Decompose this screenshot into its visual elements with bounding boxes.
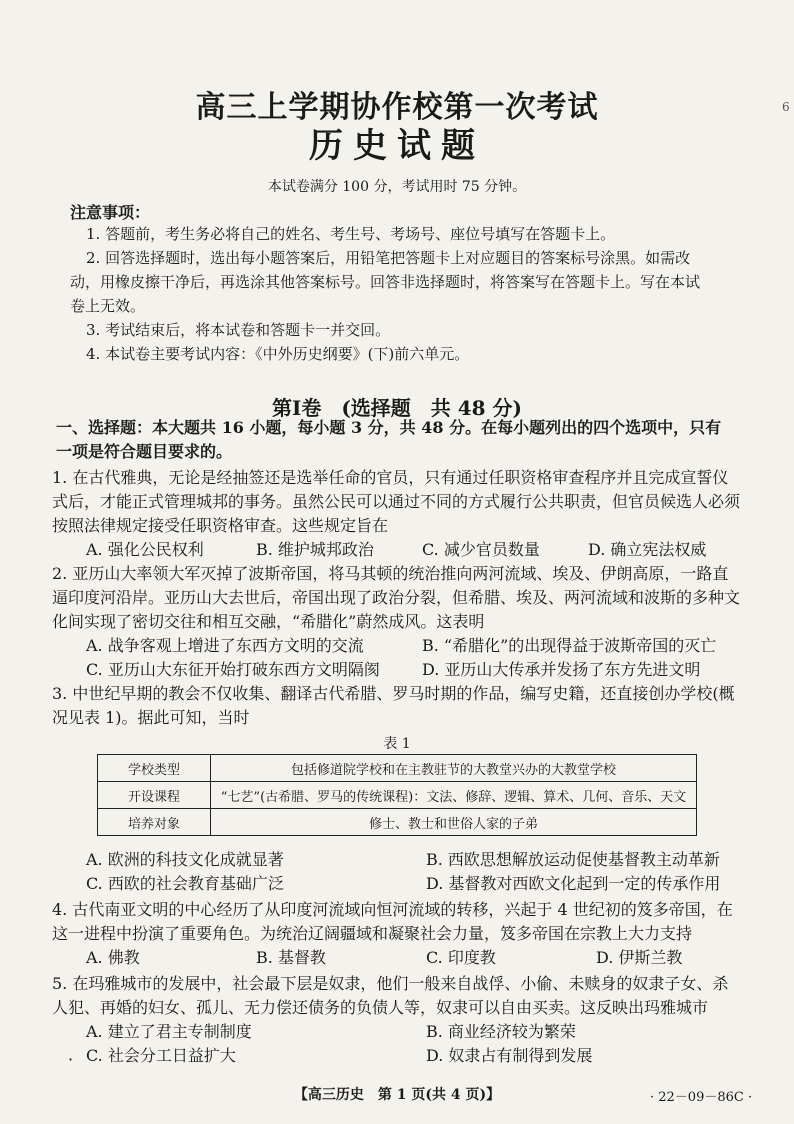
question-text: 4. 古代南亚文明的中心经历了从印度河流域向恒河流域的转移，兴起于 4 世纪初的笈多帝国，在这一进程中扮演了重要角色。为统治辽阔疆域和凝聚社会力量，笈多帝国在宗教上大力支持	[52, 900, 733, 943]
option-b[interactable]: B. “希腊化”的出现得益于波斯帝国的灭亡	[422, 636, 717, 655]
table-row	[98, 809, 697, 836]
option-c[interactable]: C. 减少官员数量	[422, 540, 540, 559]
option-b[interactable]: B. 商业经济较为繁荣	[426, 1022, 576, 1041]
question-5	[52, 972, 742, 1020]
question-text: 3. 中世纪早期的教会不仅收集、翻译古代希腊、罗马时期的作品，编写史籍，还直接创办学校(概况见表 1)。据此可知，当时	[52, 684, 735, 727]
question-options	[86, 538, 746, 562]
option-a[interactable]: A. 战争客观上增进了东西方文明的交流	[86, 636, 364, 655]
option-d[interactable]: D. 确立宪法权威	[588, 540, 707, 559]
question-options	[86, 634, 746, 682]
table-cell: 开设课程	[98, 782, 211, 809]
question-options	[86, 1020, 746, 1068]
option-d[interactable]: D. 伊斯兰教	[596, 948, 683, 967]
table-row	[98, 782, 697, 809]
option-a[interactable]: A. 欧洲的科技文化成就显著	[86, 850, 284, 869]
table-caption: 表 1	[383, 736, 411, 752]
question-text: 1. 在古代雅典，无论是经抽签还是选举任命的官员，只有通过任职资格审查程序并且完成宣誓仪式后，才能正式管理城邦的事务。虽然公民可以通过不同的方式履行公共职责，但官员候选人必须按照法律规定接受任职资格审查。这些规定旨在	[52, 468, 741, 535]
option-d[interactable]: D. 奴隶占有制得到发展	[426, 1046, 593, 1065]
question-2	[52, 562, 742, 634]
notice-item: 2. 回答选择题时，选出每小题答案后，用铅笔把答题卡上对应题目的答案标号涂黑。如需改动，用橡皮擦干净后，再选涂其他答案标号。回答非选择题时，将答案写在答题卡上。写在本试卷上无效。	[70, 249, 701, 315]
question-options	[86, 848, 746, 896]
notice-item: 1. 答题前，考生务必将自己的姓名、考生号、考场号、座位号填写在答题卡上。	[86, 225, 616, 243]
option-c[interactable]: C. 社会分工日益扩大	[86, 1046, 236, 1065]
option-b[interactable]: B. 基督教	[256, 948, 326, 967]
table-cell: “七艺”(古希腊、罗马的传统课程)：文法、修辞、逻辑、算术、几何、音乐、天文	[211, 782, 697, 809]
table-cell: 包括修道院学校和在主教驻节的大教堂兴办的大教堂学校	[211, 755, 697, 782]
exam-title: 高三上学期协作校第一次考试	[195, 90, 599, 125]
notice-title: 注意事项：	[70, 203, 151, 222]
option-a[interactable]: A. 建立了君主专制制度	[86, 1022, 252, 1041]
question-options	[86, 946, 746, 970]
page-footer: 【高三历史 第 1 页(共 4 页)】	[293, 1087, 501, 1103]
question-4	[52, 898, 742, 946]
option-d[interactable]: D. 亚历山大传承并发扬了东方先进文明	[422, 660, 701, 679]
option-c[interactable]: C. 亚历山大东征开始打破东西方文明隔阂	[86, 660, 380, 679]
table-row	[98, 755, 697, 782]
option-b[interactable]: B. 维护城邦政治	[256, 540, 374, 559]
question-3	[52, 682, 742, 730]
option-b[interactable]: B. 西欧思想解放运动促使基督教主动革新	[426, 850, 720, 869]
notice-item: 3. 考试结束后，将本试卷和答题卡一并交回。	[86, 321, 391, 339]
exam-intro: 本试卷满分 100 分，考试用时 75 分钟。	[267, 179, 527, 195]
table-cell: 修士、教士和世俗人家的子弟	[211, 809, 697, 836]
notice-item: 4. 本试卷主要考试内容：《中外历史纲要》(下)前六单元。	[86, 345, 470, 363]
table-cell: 学校类型	[98, 755, 211, 782]
margin-mark: ·	[68, 1050, 74, 1069]
paper-code: · 22－09－86C ·	[650, 1090, 753, 1105]
table-cell: 培养对象	[98, 809, 211, 836]
option-c[interactable]: C. 西欧的社会教育基础广泛	[86, 874, 284, 893]
exam-subtitle: 历史试题	[309, 126, 485, 166]
option-c[interactable]: C. 印度教	[426, 948, 496, 967]
section-title: 第Ⅰ卷 (选择题 共 48 分)	[271, 396, 523, 420]
question-text: 5. 在玛雅城市的发展中，社会最下层是奴隶，他们一般来自战俘、小偷、未赎身的奴隶子女、杀人犯、再婚的妇女、孤儿、无力偿还债务的负债人等，奴隶可以自由买卖。这反映出玛雅城市	[52, 974, 729, 1017]
option-d[interactable]: D. 基督教对西欧文化起到一定的传承作用	[426, 874, 721, 893]
option-a[interactable]: A. 强化公民权利	[86, 540, 204, 559]
section-instruction: 一、选择题：本大题共 16 小题，每小题 3 分，共 48 分。在每小题列出的四个选项中，只有一项是符合题目要求的。	[56, 418, 722, 461]
option-a[interactable]: A. 佛教	[86, 948, 140, 967]
corner-mark: 6	[782, 100, 790, 114]
question-text: 2. 亚历山大率领大军灭掉了波斯帝国，将马其顿的统治推向两河流域、埃及、伊朗高原，一路直逼印度河沿岸。亚历山大去世后，帝国出现了政治分裂，但希腊、埃及、两河流域和波斯的多种文化间实现了密切交往和相互交融，“希腊化”蔚然成风。这表明	[52, 564, 741, 631]
question-1	[52, 466, 742, 538]
school-table	[97, 754, 697, 836]
